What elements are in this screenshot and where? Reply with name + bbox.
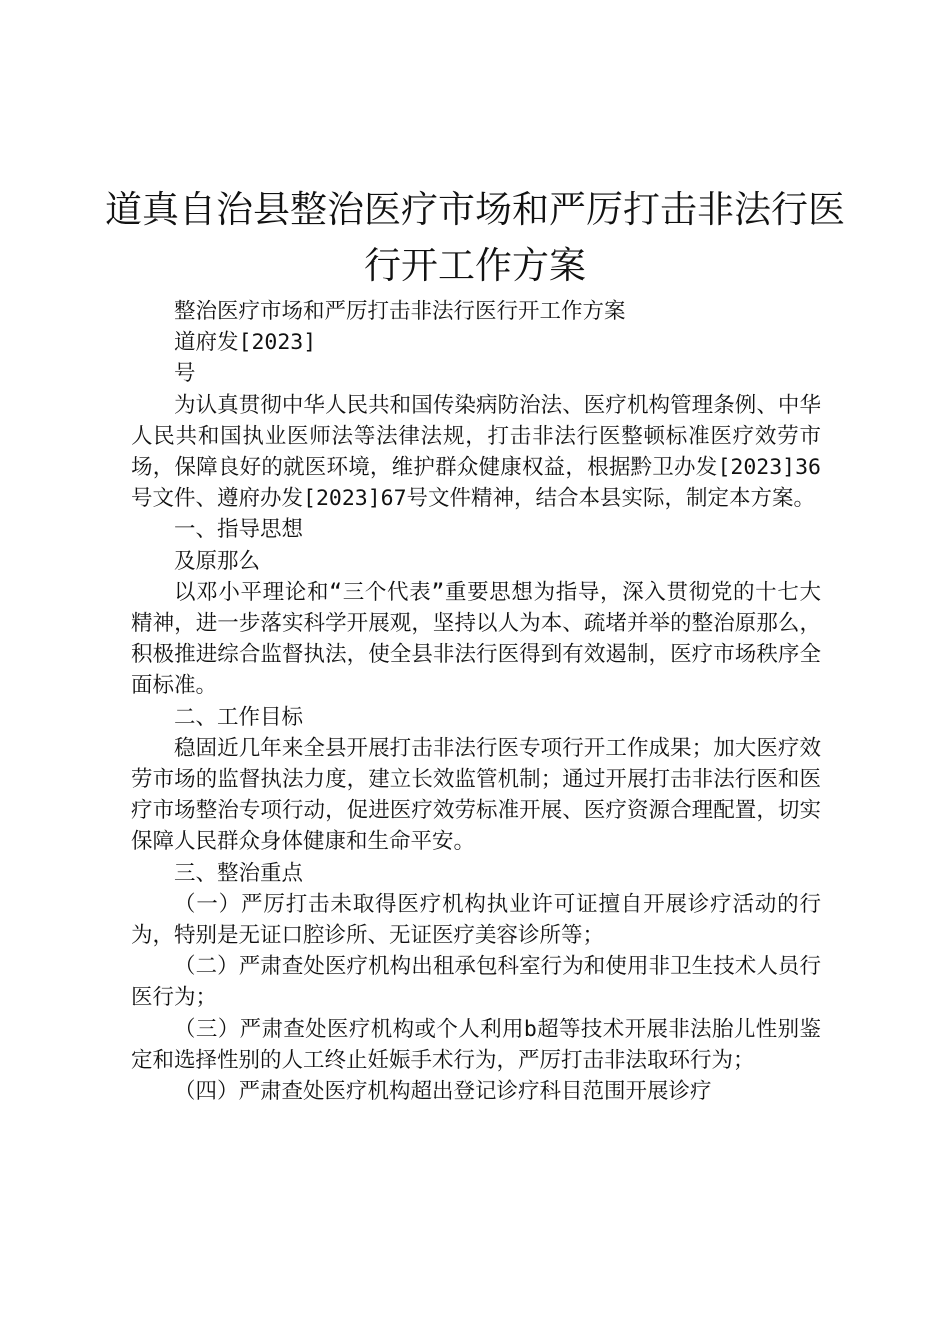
- document-title-line-2: 行开工作方案: [364, 244, 586, 287]
- section-heading-2: 二、工作目标: [174, 704, 304, 730]
- key-point-3: （三）严肃查处医疗机构或个人利用b超等技术开展非法胎儿性别鉴定和选择性别的人工终止妊娠手术行为，严厉打击非法取环行为；: [131, 1016, 821, 1073]
- document-number-paragraph: 道府发[2023]: [174, 330, 317, 356]
- section-heading-3: 三、整治重点: [174, 860, 304, 886]
- key-point-4: （四）严肃查处医疗机构超出登记诊疗科目范围开展诊疗: [174, 1079, 712, 1105]
- document-body: [131, 296, 821, 1107]
- section-heading-1: 一、指导思想: [174, 517, 304, 543]
- key-point-1: （一）严厉打击未取得医疗机构执业许可证擅自开展诊疗活动的行为，特别是无证口腔诊所、无证医疗美容诊所等；: [131, 891, 821, 949]
- intro-paragraph: 为认真贯彻中华人民共和国传染病防治法、医疗机构管理条例、中华人民共和国执业医师法等法律法规，打击非法行医整顿标准医疗效劳市场，保障良好的就医环境，维护群众健康权益，根据黔卫办发[2023]36号文件、遵府办发[2023]67号文件精神，结合本县实际，制定本方案。: [131, 392, 821, 512]
- work-goal-paragraph: 稳固近几年来全县开展打击非法行医专项行开工作成果；加大医疗效劳市场的监督执法力度，建立长效监管机制；通过开展打击非法行医和医疗市场整治专项行动，促进医疗效劳标准开展、医疗资源合理配置，切实保障人民群众身体健康和生命平安。: [131, 735, 821, 855]
- document-title-line-1: 道真自治县整治医疗市场和严厉打击非法行医: [105, 188, 845, 231]
- section-heading-1-cont: 及原那么: [174, 548, 261, 574]
- document-number-suffix: 号: [174, 361, 196, 387]
- key-point-2: （二）严肃查处医疗机构出租承包科室行为和使用非卫生技术人员行医行为；: [131, 954, 821, 1011]
- guiding-thought-paragraph: 以邓小平理论和“三个代表”重要思想为指导，深入贯彻党的十七大精神，进一步落实科学开展观，坚持以人为本、疏堵并举的整治原那么，积极推进综合监督执法，使全县非法行医得到有效遏制，医疗市场秩序全面标准。: [131, 579, 821, 699]
- subtitle-paragraph: 整治医疗市场和严厉打击非法行医行开工作方案: [174, 299, 626, 324]
